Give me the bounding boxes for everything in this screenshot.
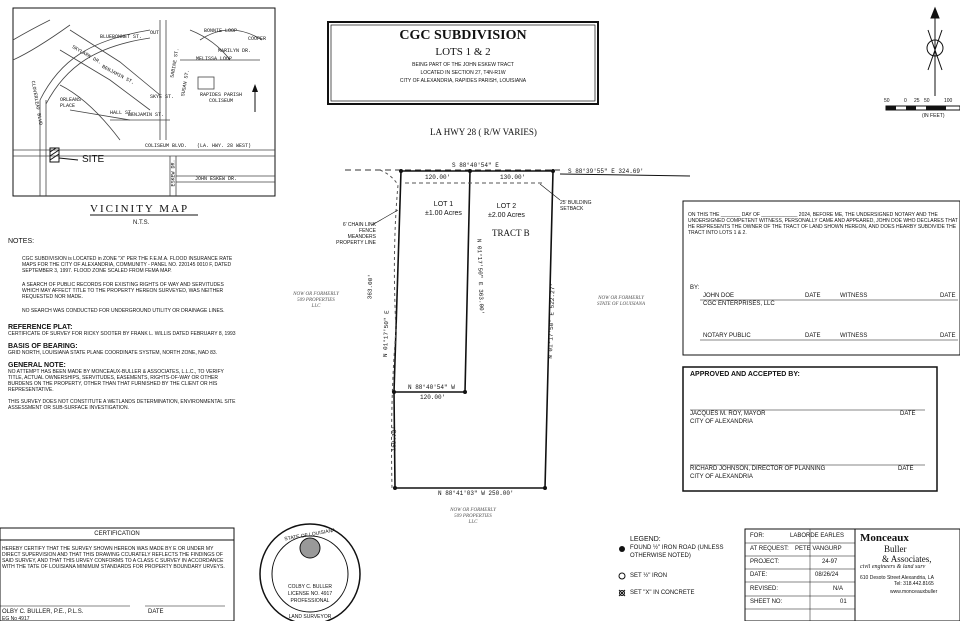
certification-text: HEREBY CERTIFY THAT THE SURVEY SHOWN HEREON WAS MADE BY E OR UNDER MY DIRECT SUPERVISION AND THAT THIS DRAWING CCURATELY REFLECTS THE FINDINGS OF SAID SURVEY, AND THAT THIS URVEY CONFORMS TO A CLASS C SURVEY IN ACCORDANCE WITH THE TATE OF LOUISIANA MINIMUM STANDARDS FOR PROPERTY BOUNDARY URVEYS. <box>2 546 225 570</box>
notes-heading: NOTES: <box>8 238 35 245</box>
tb-label: PROJECT: <box>750 559 780 565</box>
scale-tick: 50 <box>884 98 890 104</box>
firm-web: www.monceauxbuller <box>890 588 938 595</box>
legend-symbols <box>619 546 625 596</box>
legend-item: SET ½" IRON <box>630 573 668 579</box>
tb-label: SHEET NO: <box>750 599 783 605</box>
street-label: SKYLARK DR. <box>70 44 103 66</box>
notary-witness: WITNESS <box>840 293 868 299</box>
legend-item: SET "X" IN CONCRETE <box>630 590 695 596</box>
approval-city: CITY OF ALEXANDRIA <box>690 419 753 425</box>
approval-planner: RICHARD JOHNSON, DIRECTOR OF PLANNING <box>690 466 826 472</box>
road-label: LA HWY 28 ( R/W VARIES) <box>430 127 537 137</box>
lot-2-label <box>488 202 525 220</box>
scale-tick: 50 <box>924 98 930 104</box>
certification-license: EG No 4917 <box>2 616 30 622</box>
street-label: CLOVERLEAF BLVD <box>29 80 44 126</box>
lot-2-area: ±2.00 Acres <box>488 212 525 219</box>
general-note-text: NO ATTEMPT HAS BEEN MADE BY MONCEAUX-BULLER & ASSOCIATES, L.L.C., TO VERIFY TITLE, ACTUAL OWNERSHIPS, SERVITUDES, EASEMENTS, RIGHTS-OF-WAY OR OTHER BURDENS ON THE PROPERTY, OTHER THAN THAT FURNISHED BY THE CLIENT OR HIS REPRESENTATIVE. <box>8 369 224 393</box>
tb-value: 08/26/24 <box>815 572 839 578</box>
tb-value: 24-97 <box>822 559 838 565</box>
page-title: CGC SUBDIVISION <box>399 28 527 43</box>
notary-date: DATE <box>805 293 821 299</box>
notary-date: DATE <box>940 293 956 299</box>
vicinity-roads <box>13 20 275 196</box>
approval-city: CITY OF ALEXANDRIA <box>690 474 753 480</box>
legend-heading: LEGEND: <box>630 536 661 543</box>
street-label: BENJAMIN ST. <box>128 112 165 118</box>
notary-public: NOTARY PUBLIC <box>703 333 751 339</box>
seal-bottom: LAND SURVEYOR <box>288 614 332 620</box>
notary-by: BY: <box>690 285 700 291</box>
notary-date: DATE <box>940 333 956 339</box>
title-line: CITY OF ALEXANDRIA, RAPIDES PARISH, LOUISIANA <box>399 78 527 84</box>
firm-logo <box>860 532 960 595</box>
vicinity-map-heading: VICINITY MAP <box>90 203 190 215</box>
reference-plat-heading: REFERENCE PLAT: <box>8 324 73 331</box>
street-label: MARILYN DR. <box>218 48 252 54</box>
bearing-label: N 01°17'50" E 522.27' <box>546 283 557 359</box>
bearing-label: N 88°40'54" W <box>408 384 455 391</box>
street-label: MELISSA LOOP <box>196 56 233 62</box>
street-label: HALL ST. <box>110 110 135 116</box>
owner-label: NOW OR FORMERLY 509 PROPERTIES LLC <box>293 292 339 309</box>
lot-1-name: LOT 1 <box>433 201 454 208</box>
owner-label: NOW OR FORMERLY 509 PROPERTIES LLC <box>450 508 496 525</box>
distance-label: 130.00' <box>500 174 526 181</box>
notary-text: ON THIS THE _______ DAY OF _____________ 2024, BEFORE ME, THE UNDERSIGNED NOTARY AND THE UNDERSIGNED COMPETENT WITNESS, PERSONALLY CAME AND APPEARED, JOHN DOE WHO DECLARES THAT HE REPRESENTS THE OWNER OF THE TRACT OF LAND SHOWN HEREON, AND DOES HEARBY SUBDIVIDE THE TRACT INTO LOTS 1 & 2. <box>688 212 958 236</box>
fence-label: 6' CHAIN LINK FENCE MEANDERS PROPERTY LINE <box>336 222 376 246</box>
street-label: BLUEBONNET ST. <box>100 34 143 40</box>
bearing-label: N 88°41'03" W 250.00' <box>438 490 514 497</box>
basis-text: GRID NORTH, LOUISIANA STATE PLANE COORDINATE SYSTEM, NORTH ZONE, NAD 83. <box>8 350 218 356</box>
firm-tel: Tel: 318.442.8165 <box>894 580 934 587</box>
title-block-header <box>331 28 595 84</box>
scale-unit: (IN FEET) <box>922 113 945 119</box>
bearing-label: S 88°39'55" E 324.69' <box>568 168 644 175</box>
title-line: LOCATED IN SECTION 27, T4N-R1W <box>420 70 506 76</box>
lot-1-area: ±1.00 Acres <box>425 210 462 217</box>
scale-tick: 25 <box>914 98 920 104</box>
legend-item: FOUND ½" IRON ROAD (UNLESS OTHERWISE NOTED) <box>630 545 724 559</box>
seal-professional: PROFESSIONAL <box>290 598 330 604</box>
reference-plat-text: CERTIFICATE OF SURVEY FOR RICKY SOOTER BY FRANK L. WILLIS DATED FEBRUARY 8, 1993 <box>8 331 236 337</box>
street-label: COLISEUM BLVD. <box>145 143 188 149</box>
firm-address: 610 Desoto Street Alexandria, LA <box>860 574 934 581</box>
distance-label: 363.00' <box>366 274 375 300</box>
tb-label: AT REQUEST: <box>750 546 789 552</box>
tb-label: FOR: <box>750 533 765 539</box>
note-item: CGC SUBDIVISION is LOCATED in ZONE "X" PER THE F.E.M.A. FLOOD INSURANCE RATE MAPS FOR THE CITY OF ALEXANDRIA, COMMUNITY - PANEL NO. 220145 0010 F, DATED SEPTEMBER 3, 1997. FLOOD ZONE SCALED FROM FEMA MAP. <box>22 256 233 274</box>
certification-signer: OLBY C. BULLER, P.E., P.L.S. <box>2 609 84 615</box>
approval-heading: APPROVED AND ACCEPTED BY: <box>690 371 800 378</box>
notes-section <box>8 237 240 411</box>
plat-boundary <box>394 171 553 488</box>
street-label: SUSAN ST. <box>180 69 191 97</box>
note-item: A SEARCH OF PUBLIC RECORDS FOR EXISTING RIGHTS OF WAY AND SERVITUDES WHICH MAY AFFECT TITLE TO THE PROPERTY HEREON SURVEYED, WAS NEITHER REQUESTED NOR MADE. <box>22 282 224 300</box>
firm-name-4: civil engineers & land surv <box>860 564 926 570</box>
tb-label: DATE: <box>750 572 768 578</box>
surveyor-seal <box>260 524 360 624</box>
tb-label: REVISED: <box>750 586 779 592</box>
tb-value: N/A <box>833 586 844 592</box>
street-label: SKYE ST. <box>150 94 175 100</box>
notary-witness: WITNESS <box>840 333 868 339</box>
scale-bar <box>886 106 960 110</box>
street-label: ORLEANS PLACE <box>60 97 82 109</box>
general-note-heading: GENERAL NOTE: <box>8 362 66 369</box>
seal-name: COLBY C. BULLER <box>287 584 333 590</box>
street-label: COOPER <box>248 36 267 42</box>
bearing-label: N 01°17'50" E 363.00' <box>475 238 485 315</box>
notary-date: DATE <box>805 333 821 339</box>
bearing-label: N 01°17'50" E <box>381 310 391 358</box>
firm-name-2: Buller <box>884 544 907 554</box>
scale-tick: 100 <box>944 98 953 104</box>
setback-label: 25' BUILDING SETBACK <box>560 200 592 212</box>
scale-tick: 0 <box>904 98 907 104</box>
street-label: ESKEW DR. <box>170 159 177 187</box>
tb-value: LABORDE EARLES <box>790 533 845 539</box>
notary-company: CGC ENTERPRISES, LLC <box>703 301 775 307</box>
approval-date: DATE <box>898 466 914 472</box>
distance-label: 159.73' <box>390 426 399 452</box>
title-line: BEING PART OF THE JOHN ESKEW TRACT <box>412 62 514 68</box>
vicinity-north-arrow-icon <box>252 84 258 112</box>
owner-label: NOW OR FORMERLY STATE OF LOUISIANA <box>596 296 646 307</box>
approval-date: DATE <box>900 411 916 417</box>
distance-label: 120.00' <box>420 394 446 401</box>
bearing-label: S 88°40'54" E <box>452 162 499 169</box>
street-label: RAPIDES PARISH COLISEUM <box>199 92 242 104</box>
street-label: BENJAMIN ST. <box>100 63 136 87</box>
firm-name-3: & Associates, <box>882 554 932 564</box>
site-label: SITE <box>82 154 105 165</box>
distance-label: 120.00' <box>425 174 451 181</box>
street-label: SABINE ST. <box>169 47 181 79</box>
tb-value: PETE VANGURP <box>795 546 842 552</box>
tb-value: 01 <box>840 599 847 605</box>
firm-name-1: Monceaux <box>860 532 909 544</box>
street-label: BONNIE LOOP <box>204 28 238 34</box>
tract-label: TRACT B <box>492 228 530 238</box>
seal-top: STATE OF LOUISIANA <box>283 527 337 543</box>
notary-signer: JOHN DOE <box>703 293 735 299</box>
note-item: NO SEARCH WAS CONDUCTED FOR UNDERGROUND UTILITY OR DRAINAGE LINES. <box>22 308 225 314</box>
general-note-text: THIS SURVEY DOES NOT CONSTITUTE A WETLANDS DETERMINATION, ENVIRONMENTAL SITE ASSESSMENT OR SUB-SURFACE INVESTIGATION. <box>8 399 236 411</box>
seal-license: LICENSE NO. 4917 <box>287 591 333 597</box>
lot-1-label <box>425 200 462 218</box>
vicinity-scale: N.T.S. <box>133 220 150 226</box>
certification-heading: CERTIFICATION <box>94 531 140 537</box>
lot-2-name: LOT 2 <box>496 203 517 210</box>
approval-mayor: JACQUES M. ROY, MAYOR <box>690 411 766 417</box>
certification-date: DATE <box>148 609 164 615</box>
street-label: JOHN ESKEW DR. <box>195 176 238 182</box>
street-label: (LA. HWY. 28 WEST) <box>197 143 252 149</box>
north-arrow-icon <box>927 8 943 96</box>
basis-heading: BASIS OF BEARING: <box>8 343 78 350</box>
street-label: OUT <box>150 30 160 36</box>
lots-title: LOTS 1 & 2 <box>435 46 491 58</box>
